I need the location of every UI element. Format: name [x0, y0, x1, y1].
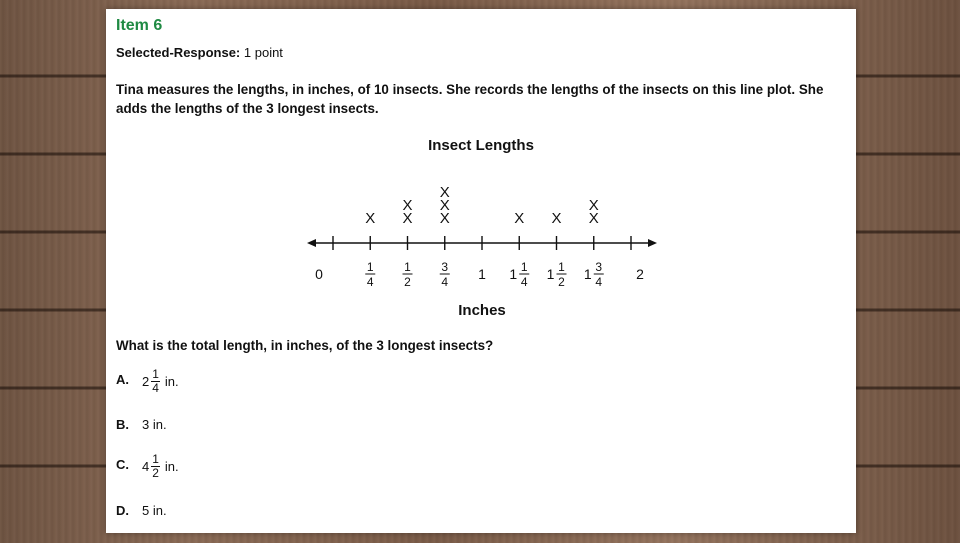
- tick-label-numerator: 3: [441, 260, 449, 274]
- item-title: Item 6: [116, 17, 163, 34]
- tick-label-numerator: 1: [558, 260, 565, 274]
- tick-label: 2: [636, 266, 644, 282]
- x-axis-label: Inches: [458, 302, 506, 319]
- tick-label-denominator: 4: [520, 275, 528, 289]
- x-marker: X: [551, 210, 562, 227]
- item-card: [106, 9, 856, 533]
- x-marker: X: [365, 210, 376, 227]
- right-arrow-icon: [648, 239, 657, 247]
- choice-a-unit: in.: [164, 374, 179, 389]
- choice-d-value: 5 in.: [142, 503, 167, 518]
- choice-letter: C.: [116, 457, 129, 472]
- x-marker: X: [439, 197, 450, 214]
- tick-label: 1: [478, 266, 486, 282]
- x-marker: X: [588, 197, 599, 214]
- choice-c-denominator: 2: [152, 466, 159, 480]
- tick-label-denominator: 4: [595, 275, 603, 289]
- x-marker: X: [402, 210, 413, 227]
- choice-letter: B.: [116, 417, 129, 432]
- line-plot: [106, 159, 856, 334]
- x-marker: X: [588, 210, 599, 227]
- tick-label-whole: 1: [546, 266, 555, 282]
- choice-c-fraction: [151, 453, 160, 480]
- tick-label-denominator: 4: [441, 275, 449, 289]
- choice-c-whole: 4: [142, 459, 150, 474]
- tick-label: 0: [315, 266, 323, 282]
- choice-a-value: [142, 368, 179, 395]
- tick-label-denominator: 4: [366, 275, 374, 289]
- question-text: What is the total length, in inches, of the 3 longest insects?: [116, 338, 494, 353]
- choice-a-fraction: [151, 368, 160, 395]
- response-type: [116, 45, 283, 60]
- tick-label-numerator: 1: [520, 260, 528, 274]
- tick-label-denominator: 2: [404, 275, 411, 289]
- x-marker: X: [439, 184, 450, 201]
- tick-label-whole: 1: [583, 266, 592, 282]
- left-arrow-icon: [307, 239, 316, 247]
- x-marker: X: [402, 197, 413, 214]
- tick-label-numerator: 3: [595, 260, 603, 274]
- x-marker: X: [439, 210, 450, 227]
- response-label: Selected-Response:: [116, 45, 241, 60]
- plot-title: Insect Lengths: [428, 137, 534, 154]
- choice-a-whole: 2: [142, 374, 150, 389]
- choice-c-value: [142, 453, 179, 480]
- choice-letter: A.: [116, 372, 129, 387]
- tick-label-whole: 1: [509, 266, 518, 282]
- choice-a-numerator: 1: [152, 367, 159, 381]
- prompt-text: Tina measures the lengths, in inches, of 10 insects. She records the lengths of the insects on this line plot. She adds the lengths of the 3 longest insects.: [116, 82, 824, 116]
- choice-c-unit: in.: [164, 459, 179, 474]
- x-marker: X: [514, 210, 525, 227]
- tick-label-numerator: 1: [404, 260, 411, 274]
- tick-label-denominator: 2: [558, 275, 565, 289]
- choice-c-numerator: 1: [152, 452, 159, 466]
- choice-b-value: 3 in.: [142, 417, 167, 432]
- choice-a-denominator: 4: [152, 381, 159, 395]
- tick-label-numerator: 1: [366, 260, 374, 274]
- choice-letter: D.: [116, 503, 129, 518]
- response-points: 1 point: [243, 45, 283, 60]
